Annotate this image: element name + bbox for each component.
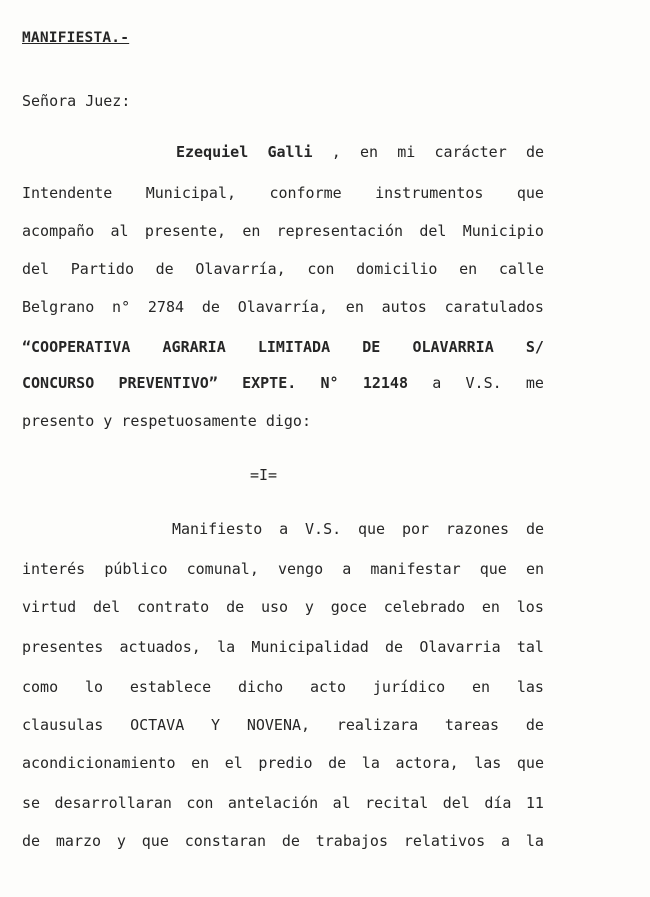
word: establece [129, 678, 212, 696]
word: del [442, 794, 470, 812]
word: lo [84, 678, 104, 696]
word: Ezequiel [176, 143, 249, 161]
word: “COOPERATIVA [22, 338, 131, 356]
word: uso [260, 598, 289, 616]
word: de [328, 754, 347, 772]
word: razones [445, 520, 510, 538]
word: la [361, 754, 380, 772]
text-segment: presento y respetuosamente digo: [22, 412, 311, 430]
word: los [516, 598, 544, 616]
word: S/ [525, 338, 544, 356]
word: y [304, 598, 314, 616]
word: N° [320, 374, 339, 392]
word: y [116, 832, 126, 850]
word: interés [22, 560, 86, 578]
word: en [525, 560, 544, 578]
word: en [481, 598, 500, 616]
word: Manifiesto [172, 520, 263, 538]
word: día [484, 794, 512, 812]
word: representación [276, 222, 404, 240]
text-line [22, 412, 544, 430]
word: trabajos [315, 832, 388, 850]
word: tareas [444, 716, 500, 734]
word: Olavarría, [237, 298, 328, 316]
word: en [459, 260, 478, 278]
word: actora, [395, 754, 459, 772]
word: CONCURSO [22, 374, 95, 392]
word: que [516, 184, 544, 202]
word: me [525, 374, 544, 392]
word: con [307, 260, 335, 278]
word: que [358, 520, 386, 538]
word: constaran [184, 832, 266, 850]
word: NOVENA, [246, 716, 311, 734]
word: celebrado [383, 598, 466, 616]
word: relativos [403, 832, 486, 850]
word: V.S. [305, 520, 342, 538]
word: carácter [434, 143, 507, 161]
word: OCTAVA [130, 716, 185, 734]
word: desarrollaran [54, 794, 172, 812]
word: de [155, 260, 174, 278]
word: las [516, 678, 544, 696]
word: por [401, 520, 430, 538]
word: predio [258, 754, 313, 772]
word: al [110, 222, 129, 240]
word: que [479, 560, 507, 578]
word: LIMITADA [257, 338, 331, 356]
word: conforme [269, 184, 342, 202]
word: de [201, 298, 220, 316]
word: de [525, 520, 544, 538]
word: del [419, 222, 447, 240]
word: mi [397, 143, 416, 161]
word: n° [112, 298, 131, 316]
text-line [172, 520, 544, 538]
word: en [242, 222, 261, 240]
word: como [22, 678, 59, 696]
word: 12148 [362, 374, 408, 392]
word: marzo [55, 832, 102, 850]
word: de [525, 716, 544, 734]
text-line [22, 832, 544, 850]
word: a [279, 520, 289, 538]
word: caratulados [444, 298, 544, 316]
text-line [22, 338, 544, 356]
word: presente, [144, 222, 227, 240]
salutation: Señora Juez: [22, 92, 131, 110]
word: la [217, 638, 236, 656]
word: de [525, 143, 544, 161]
word: a [432, 374, 442, 392]
word: instrumentos [375, 184, 484, 202]
word: acto [309, 678, 347, 696]
word: dicho [237, 678, 284, 696]
word: a [342, 560, 352, 578]
word: Belgrano [22, 298, 95, 316]
word: Municipalidad [251, 638, 369, 656]
word: EXPTE. [242, 374, 297, 392]
text-line [22, 560, 544, 578]
word: virtud [22, 598, 77, 616]
word: contrato [136, 598, 210, 616]
word: de [22, 832, 41, 850]
word: que [516, 754, 544, 772]
word: jurídico [372, 678, 446, 696]
word: manifestar [370, 560, 461, 578]
word: V.S. [465, 374, 502, 392]
text-line [22, 222, 544, 240]
word: en [360, 143, 379, 161]
text-line [22, 794, 544, 812]
word: que [141, 832, 169, 850]
word: presentes [22, 638, 104, 656]
word: con [186, 794, 214, 812]
word: comunal, [186, 560, 259, 578]
word: del [22, 260, 50, 278]
word: PREVENTIVO” [118, 374, 218, 392]
word: a [500, 832, 510, 850]
word: goce [330, 598, 367, 616]
word: público [104, 560, 168, 578]
word: AGRARIA [162, 338, 226, 356]
word: las [474, 754, 502, 772]
word: realizara [336, 716, 419, 734]
word: antelación [227, 794, 319, 812]
word: de [226, 598, 245, 616]
text-line [22, 298, 544, 316]
section-heading: =I= [250, 466, 278, 484]
word: recital [365, 794, 429, 812]
word: calle [498, 260, 544, 278]
word: Galli [267, 143, 313, 161]
word: clausulas [22, 716, 104, 734]
text-line [22, 754, 544, 772]
word: actuados, [119, 638, 201, 656]
text-line [22, 638, 544, 656]
text-line [176, 143, 544, 161]
word: de [281, 832, 300, 850]
word: se [22, 794, 41, 812]
word: Olavarría, [195, 260, 286, 278]
word: domicilio [356, 260, 438, 278]
word: DE [362, 338, 381, 356]
word: 2784 [147, 298, 185, 316]
text-line [22, 374, 544, 392]
text-line [22, 716, 544, 734]
word: Y [211, 716, 221, 734]
word: acondicionamiento [22, 754, 176, 772]
word: del [93, 598, 121, 616]
word: vengo [277, 560, 324, 578]
word: el [224, 754, 243, 772]
word: Municipal, [145, 184, 237, 202]
word: tal [516, 638, 544, 656]
word: en [191, 754, 210, 772]
word: Municipio [462, 222, 544, 240]
word: Intendente [22, 184, 113, 202]
word: acompaño [22, 222, 95, 240]
text-line [22, 260, 544, 278]
word: al [332, 794, 351, 812]
word: , [331, 143, 341, 161]
word: Partido [70, 260, 134, 278]
word: de [385, 638, 404, 656]
word: 11 [525, 794, 544, 812]
word: OLAVARRIA [412, 338, 494, 356]
word: en [345, 298, 364, 316]
word: en [471, 678, 491, 696]
word: Olavarria [419, 638, 501, 656]
text-line [22, 598, 544, 616]
document-title: MANIFIESTA.- [22, 30, 130, 46]
word: autos [381, 298, 427, 316]
text-line [22, 678, 544, 696]
text-line [22, 184, 544, 202]
word: la [525, 832, 544, 850]
